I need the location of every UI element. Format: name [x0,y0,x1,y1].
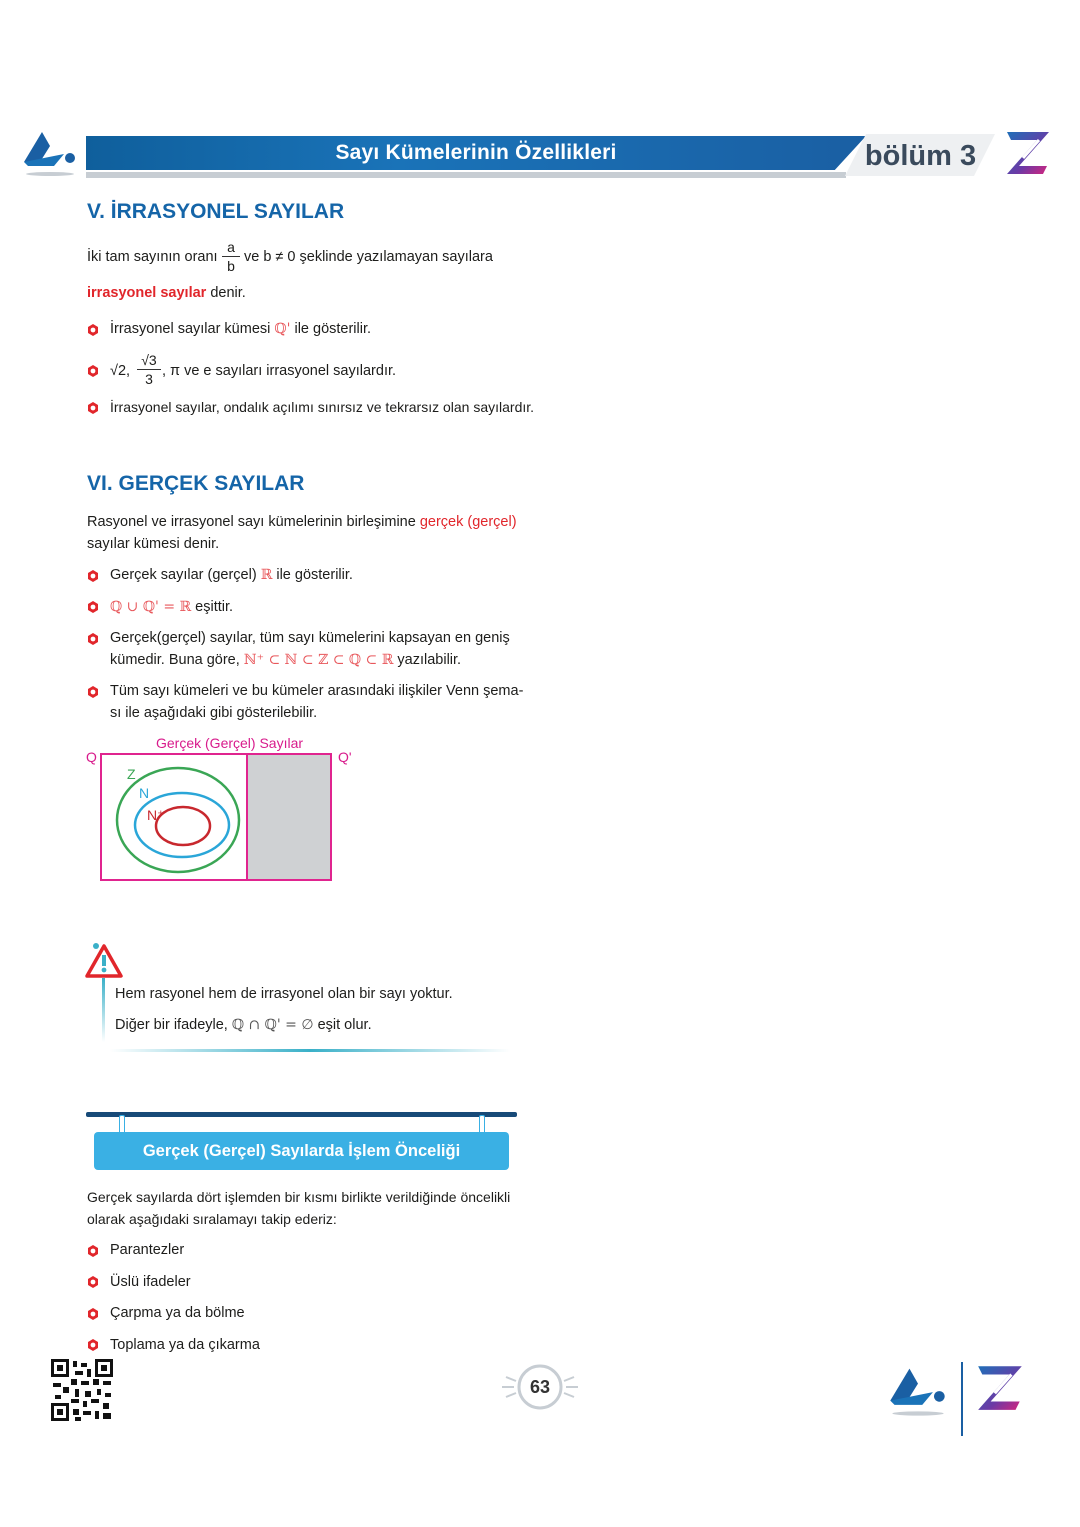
frac-denominator: b [222,256,240,275]
page-number: 63 [529,1377,551,1397]
irrational-intro-b: ve b ≠ 0 şeklinde yazılamayan sayılara [244,249,493,265]
warning-bottom-line [110,1049,510,1052]
r-symbol: ℝ [260,567,273,583]
footer-brand-z-logo-icon [974,1362,1028,1412]
venn-label-q-prime: Q' [338,749,352,765]
real-bullet-2: ℚ ∪ ℚ' = ℝ eşittir. [110,599,234,615]
venn-title: Gerçek (Gerçel) Sayılar [156,735,304,751]
q-prime-symbol: ℚ' [274,321,291,337]
real-bullet-3: Gerçek(gerçel) sayılar, tüm sayı kümelerini kapsayan en geniş kümedir. Buna göre, ℕ⁺ ⊂ ℕ ⊂ ℤ ⊂ ℚ ⊂ ℝ yazılabilir. [110,630,510,668]
irrational-intro-c: denir. [210,285,246,301]
frac-denominator: 3 [137,369,161,388]
ops-intro: Gerçek sayılarda dört işlemden bir kısmı birlikte verildiğinde öncelikli olarak aşağıdaki sıralamayı takip ederiz: [87,1189,511,1227]
bullet-icon [87,324,99,336]
venn-label-q: Q [86,749,97,765]
publisher-logo-icon [20,126,80,178]
irrational-bullet-2-rest: , π ve e sayıları irrasyonel sayılardır. [162,363,397,379]
bullet-icon [87,570,99,582]
warning-icon [84,940,124,980]
frac-numerator: a [227,239,235,255]
irrational-intro-a: İki tam sayının oranı [87,249,218,265]
bullet-icon [87,1276,99,1288]
irrational-term: irrasyonel sayılar [87,285,207,301]
warning-side-line [102,978,105,1042]
ops-top-rule [86,1112,517,1117]
warning-line-2: Diğer bir ifadeyle, ℚ ∩ ℚ' = ∅ eşit olur. [115,1017,372,1033]
n-set [135,793,229,857]
ops-item: Üslü ifadeler [110,1274,191,1290]
qr-code-icon[interactable] [51,1359,113,1421]
footer-divider [961,1362,963,1436]
ops-item: Parantezler [110,1242,185,1258]
real-heading: VI. GERÇEK SAYILAR [87,472,305,495]
header-stripe [86,172,846,178]
subset-chain: ℕ⁺ ⊂ ℕ ⊂ ℤ ⊂ ℚ ⊂ ℝ [243,652,394,668]
ops-item: Toplama ya da çıkarma [110,1337,260,1353]
ops-title: Gerçek (Gerçel) Sayılarda İşlem Önceliği [142,1142,461,1160]
bullet-icon [87,1339,99,1351]
irrational-bullet-1: İrrasyonel sayılar kümesi ℚ' ile gösterilir. [110,321,372,337]
venn-label-n: N [139,785,150,801]
irrational-heading: V. İRRASYONEL SAYILAR [87,200,345,223]
real-term: gerçek (gerçel) [419,514,517,530]
sqrt2: √2, [110,363,131,379]
irrational-intro-line2 [87,282,246,304]
union-equation: ℚ ∪ ℚ' = ℝ [110,599,192,615]
bullet-icon [87,365,99,377]
venn-label-n-plus: N⁺ [147,807,165,823]
bullet-icon [87,402,99,414]
page-title: Sayı Kümelerinin Özellikleri [335,141,617,164]
brand-z-logo-icon [1003,128,1055,176]
real-intro: Rasyonel ve irrasyonel sayı kümelerinin birleşimine gerçek (gerçel) sayılar kümesi denir. [87,514,517,552]
bullet-icon [87,1308,99,1320]
irrational-bullet-3: İrrasyonel sayılar, ondalık açılımı sınırsız ve tekrarsız olan sayılardır. [110,399,535,415]
bullet-icon [87,601,99,613]
bullet-icon [87,1245,99,1257]
chapter-label: bölüm 3 [864,140,977,172]
footer-publisher-logo-icon [886,1360,950,1420]
irrational-region [247,754,331,880]
venn-label-z: Z [127,766,136,782]
fraction-sqrt3-over-3 [137,351,161,388]
fraction-a-over-b [222,238,240,275]
real-bullet-4: Tüm sayı kümeleri ve bu kümeler arasındaki ilişkiler Venn şema- sı ile aşağıdaki gibi gösterilebilir. [110,683,524,721]
ops-item: Çarpma ya da bölme [110,1305,245,1321]
intersection-equation: ℚ ∩ ℚ' = ∅ [231,1017,314,1033]
bullet-icon [87,686,99,698]
bullet-icon [87,633,99,645]
frac-numerator: √3 [141,352,157,368]
real-bullet-1: Gerçek sayılar (gerçel) ℝ ile gösterilir. [110,567,353,583]
warning-line-1: Hem rasyonel hem de irrasyonel olan bir sayı yoktur. [115,986,453,1002]
